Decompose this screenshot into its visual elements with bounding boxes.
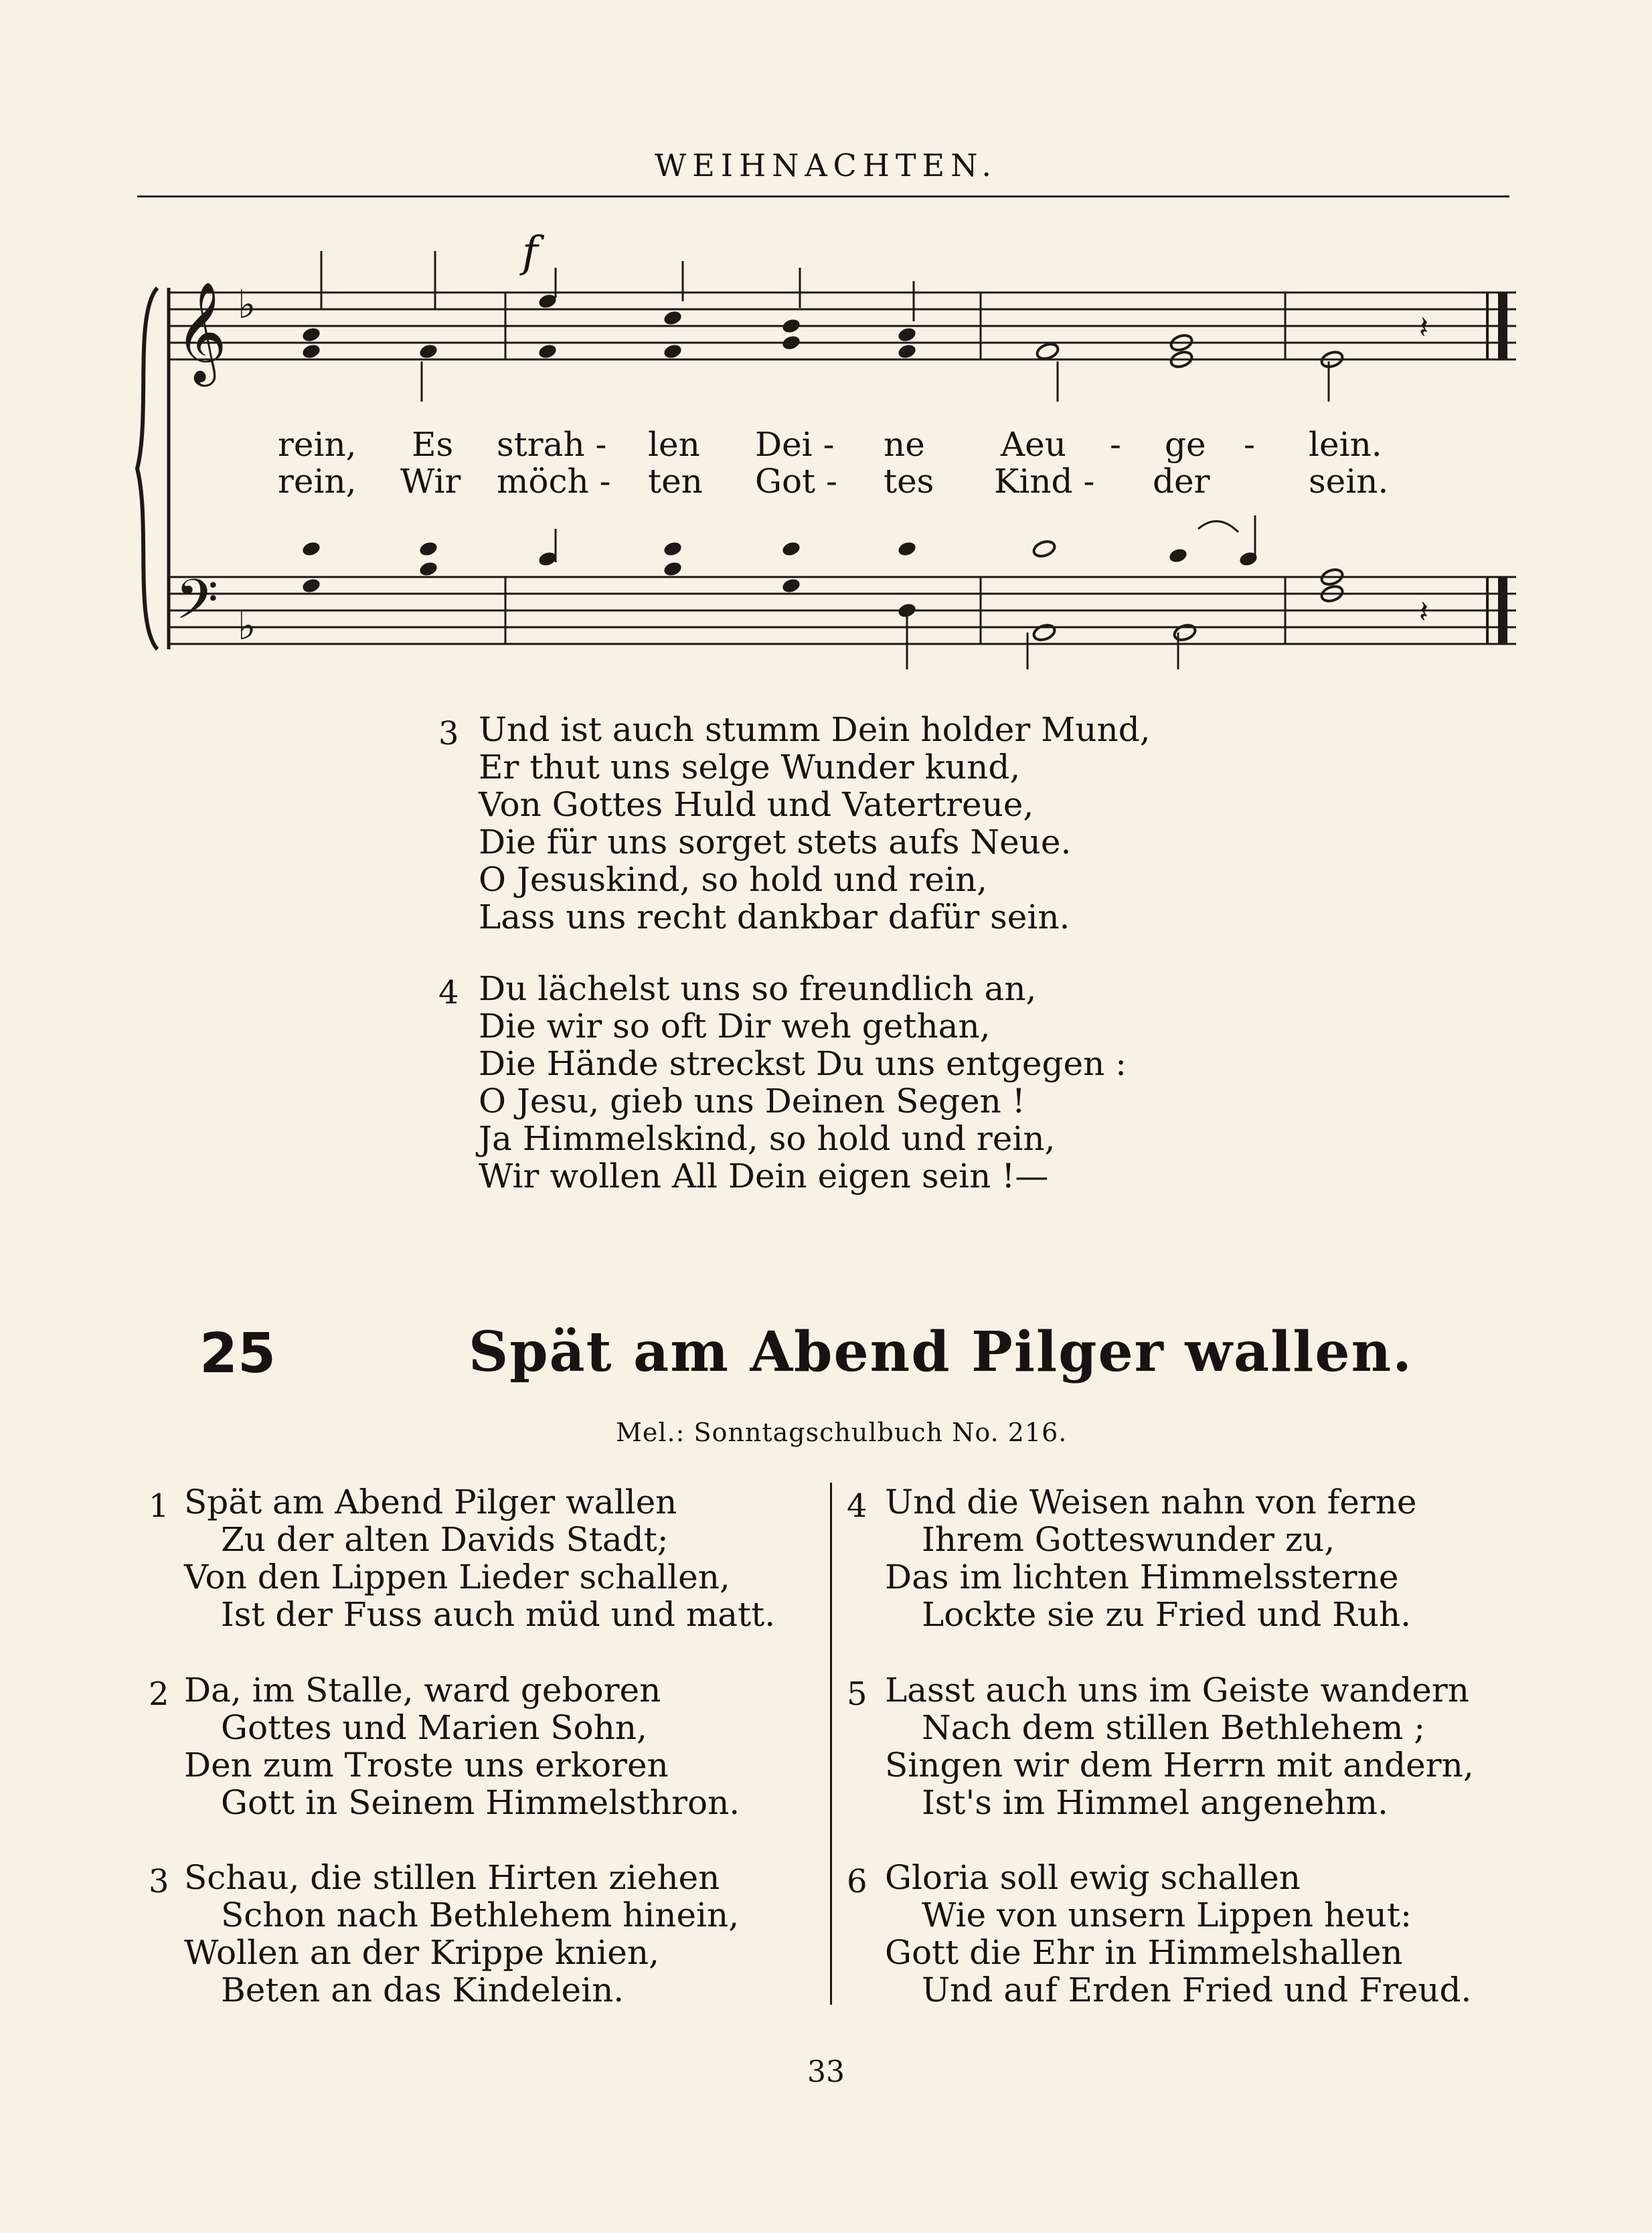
- svg-text:♭: ♭: [238, 282, 256, 327]
- verse-line: Lockte sie zu Fried und Ruh.: [922, 1595, 1412, 1634]
- verse-line: Und ist auch stumm Dein holder Mund,: [479, 710, 1151, 749]
- page-number: 33: [807, 2055, 845, 2089]
- verse-line: Spät am Abend Pilger wallen: [184, 1483, 677, 1521]
- verse-line: Wie von unsern Lippen heut:: [922, 1896, 1412, 1934]
- verse-line: Schon nach Bethlehem hinein,: [221, 1896, 740, 1934]
- stanza-number: 6: [847, 1863, 868, 1900]
- stanza-text: [885, 1859, 1471, 2009]
- column-divider: [830, 1483, 832, 2005]
- lyric-syllable: -: [1110, 425, 1121, 464]
- verse-line: Ihrem Gotteswunder zu,: [922, 1520, 1335, 1559]
- verse-line: Er thut uns selge Wunder kund,: [479, 748, 1021, 787]
- stanza-number: 1: [149, 1487, 169, 1525]
- lyric-syllable: lein.: [1309, 425, 1382, 464]
- verse-line: Den zum Troste uns erkoren: [184, 1746, 669, 1785]
- verse-line: Und auf Erden Fried und Freud.: [922, 1971, 1472, 2009]
- verse-line: Ja Himmelskind, so hold und rein,: [479, 1119, 1056, 1158]
- verse-line: Die wir so oft Dir weh gethan,: [479, 1007, 991, 1046]
- lyric-syllable: ge: [1165, 425, 1206, 464]
- stanza-text: [885, 1671, 1474, 1821]
- verse-line: Das im lichten Himmelssterne: [885, 1558, 1399, 1596]
- lyric-syllable: tes: [884, 462, 934, 501]
- verse-line: Da, im Stalle, ward geboren: [184, 1671, 661, 1710]
- running-head: WEIHNACHTEN.: [654, 147, 998, 183]
- verse-line: Ist der Fuss auch müd und matt.: [221, 1595, 776, 1634]
- lyric-syllable: der: [1153, 462, 1210, 501]
- verse-line: Du lächelst uns so freundlich an,: [479, 969, 1037, 1008]
- verse-line: Lasst auch uns im Geiste wandern: [885, 1671, 1469, 1710]
- svg-text:𝄽: 𝄽: [1419, 594, 1429, 630]
- verse-line: Gloria soll ewig schallen: [885, 1858, 1301, 1897]
- stanza-number: 3: [149, 1863, 169, 1900]
- verse-line: Gott die Ehr in Himmelshallen: [885, 1933, 1403, 1972]
- lyric-syllable: Dei -: [755, 425, 835, 464]
- lyric-syllable: Got -: [755, 462, 837, 501]
- stanza-text: [184, 1671, 740, 1821]
- lyric-syllable: sein.: [1309, 462, 1389, 501]
- verse-line: O Jesuskind, so hold und rein,: [479, 860, 988, 899]
- lyric-syllable: -: [1244, 425, 1255, 464]
- hymn-number: 25: [199, 1322, 276, 1386]
- melody-reference: Mel.: Sonntagschulbuch No. 216.: [616, 1418, 1068, 1447]
- stanza-number: 5: [847, 1675, 868, 1713]
- lyric-syllable: Wir: [400, 462, 461, 501]
- stanza-number: 2: [149, 1675, 169, 1713]
- lyric-syllable: Aeu: [1001, 425, 1066, 464]
- stanza-number: 4: [847, 1487, 868, 1525]
- lyric-syllable: ne: [884, 425, 925, 464]
- verse-line: Lass uns recht dankbar dafür sein.: [479, 898, 1070, 936]
- verse-line: Und die Weisen nahn von ferne: [885, 1483, 1417, 1521]
- verse-line: Beten an das Kindelein.: [221, 1971, 625, 2009]
- stanza-number: 3: [438, 715, 459, 752]
- verse-line: Wollen an der Krippe knien,: [184, 1933, 659, 1972]
- hymn-title: Spät am Abend Pilger wallen.: [469, 1320, 1413, 1384]
- verse-line: Die Hände streckst Du uns entgegen :: [479, 1044, 1127, 1083]
- verse-line: Von den Lippen Lieder schallen,: [184, 1558, 730, 1596]
- verse-line: Singen wir dem Herrn mit andern,: [885, 1746, 1474, 1785]
- verse-line: Schau, die stillen Hirten ziehen: [184, 1858, 720, 1897]
- stanza-text: [885, 1483, 1417, 1633]
- lyric-syllable: rein,: [278, 425, 357, 464]
- verse-line: O Jesu, gieb uns Deinen Segen !: [479, 1082, 1025, 1121]
- lyric-syllable: Kind -: [994, 462, 1095, 501]
- lyric-syllable: Es: [412, 425, 454, 464]
- lyric-syllable: möch -: [497, 462, 611, 501]
- verse-line: Nach dem stillen Bethlehem ;: [922, 1708, 1426, 1747]
- verse-line: Die für uns sorget stets aufs Neue.: [479, 823, 1072, 861]
- stanza-text: [184, 1859, 739, 2009]
- stanza-text: [479, 970, 1127, 1195]
- verse-line: Gottes und Marien Sohn,: [221, 1708, 647, 1747]
- verse-line: Gott in Seinem Himmelsthron.: [221, 1783, 740, 1822]
- svg-text:♭: ♭: [238, 603, 256, 649]
- verse-line: Zu der alten Davids Stadt;: [221, 1520, 669, 1559]
- svg-text:𝄽: 𝄽: [1419, 309, 1429, 345]
- stanza-number: 4: [438, 974, 459, 1011]
- verse-line: Von Gottes Huld und Vatertreue,: [479, 785, 1034, 824]
- lyric-syllable: rein,: [278, 462, 357, 501]
- lyric-syllable: ten: [648, 462, 703, 501]
- dynamic-mark: f: [522, 228, 538, 277]
- stanza-text: [184, 1483, 775, 1633]
- svg-text:𝄢: 𝄢: [175, 567, 219, 645]
- svg-text:𝄞: 𝄞: [175, 280, 227, 382]
- lyric-syllable: len: [648, 425, 700, 464]
- stanza-text: [479, 711, 1151, 936]
- verse-line: Wir wollen All Dein eigen sein !—: [479, 1157, 1049, 1195]
- music-score: [0, 0, 1652, 669]
- verse-line: Ist's im Himmel angenehm.: [922, 1783, 1388, 1822]
- lyric-syllable: strah -: [497, 425, 607, 464]
